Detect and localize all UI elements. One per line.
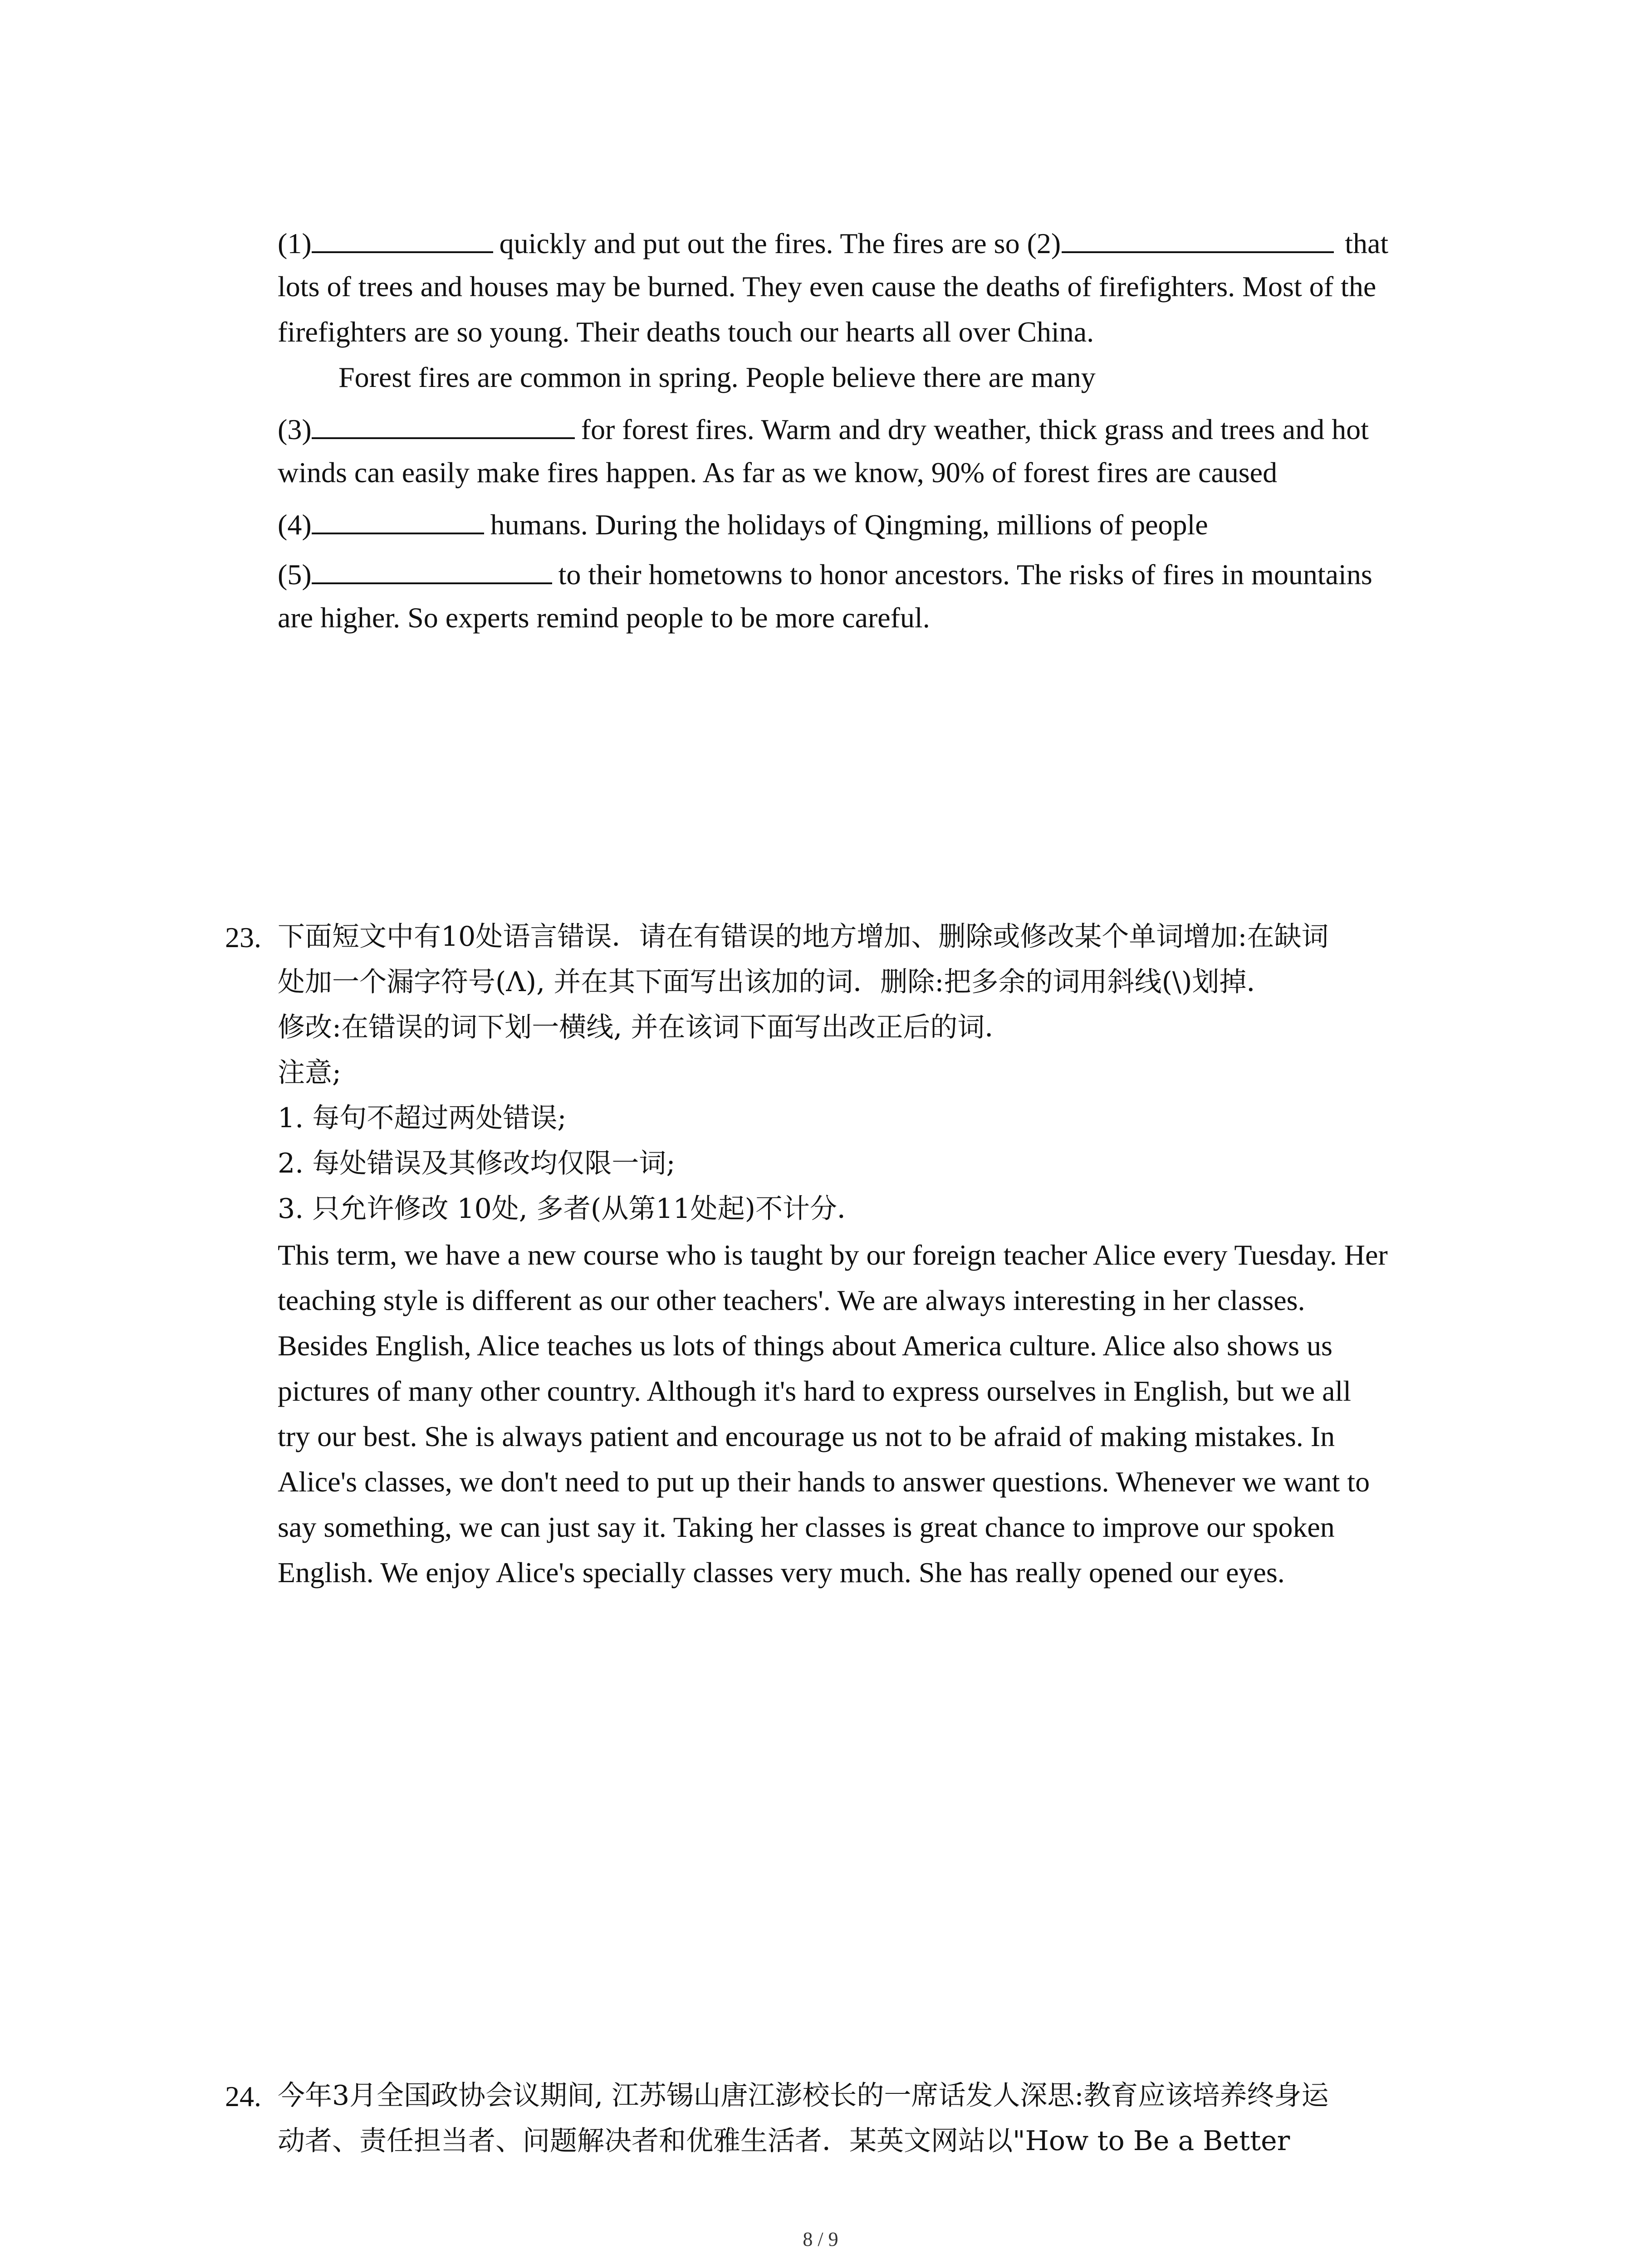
passage-line-7: (4) humans. During the holidays of Qingming, millions of people [278,508,1208,541]
q23-passage-line-8: English. We enjoy Alice's specially classes very much. She has really opened our eyes. [278,1556,1285,1589]
q23-note: 注意; [278,1057,342,1089]
q23-passage-line-3: Besides English, Alice teaches us lots of things about America culture. Alice also shows us [278,1330,1332,1362]
answer-blank-4[interactable] [312,508,484,534]
q24-line-1: 今年3月全国政协会议期间, 江苏锡山唐江澎校长的一席话发人深思:教育应该培养终身运 [278,2080,1329,2112]
q23-rule-1: 1. 每句不超过两处错误; [278,1102,567,1134]
answer-blank-2[interactable] [1062,227,1334,253]
passage-line-1: (1) quickly and put out the fires. The fires are so (2) that [278,227,1389,259]
passage-line-3: firefighters are so young. Their deaths touch our hearts all over China. [278,316,1094,348]
q23-passage-line-4: pictures of many other country. Although it's hard to express ourselves in English, but we all [278,1375,1352,1407]
answer-blank-3[interactable] [312,413,575,439]
blank-label-5: (5) [278,558,312,591]
passage-line-5: (3) for forest fires. Warm and dry weather, thick grass and trees and hot [278,413,1369,445]
passage-line-9: are higher. So experts remind people to be more careful. [278,601,930,634]
q23-rule-2: 2. 每处错误及其修改均仅限一词; [278,1148,676,1179]
q23-passage-line-7: say something, we can just say it. Taking her classes is great chance to improve our spoken [278,1511,1335,1543]
q23-instruction-1: 下面短文中有10处语言错误．请在有错误的地方增加、删除或修改某个单词增加:在缺词 [278,921,1329,953]
q23-passage-line-5: try our best. She is always patient and encourage us not to be afraid of making mistakes. In [278,1420,1335,1452]
q23-passage-line-2: teaching style is different as our other teachers'. We are always interesting in her classes. [278,1284,1305,1316]
passage-line-8: (5) to their hometowns to honor ancestors. The risks of fires in mountains [278,558,1372,591]
q23-passage-line-1: This term, we have a new course who is taught by our foreign teacher Alice every Tuesday. Her [278,1239,1388,1271]
question-24-number: 24. [225,2080,261,2112]
answer-blank-1[interactable] [312,227,493,253]
q24-line-2: 动者、责任担当者、问题解决者和优雅生活者．某英文网站以"How to Be a Better [278,2125,1290,2157]
page-number: 8 / 9 [803,2228,838,2250]
q23-passage-line-6: Alice's classes, we don't need to put up their hands to answer questions. Whenever we want to [278,1466,1370,1498]
blank-label-3: (3) [278,413,312,445]
q23-instruction-2: 处加一个漏字符号(Λ), 并在其下面写出该加的词．删除:把多余的词用斜线(\)划掉． [278,966,1274,998]
blank-label-1: (1) [278,227,312,259]
passage-line-4: Forest fires are common in spring. People believe there are many [338,361,1096,393]
passage-line-2: lots of trees and houses may be burned. They even cause the deaths of firefighters. Most of the [278,270,1376,303]
answer-blank-5[interactable] [312,558,552,584]
passage-line-6: winds can easily make fires happen. As far as we know, 90% of forest fires are caused [278,456,1278,489]
q23-rule-3: 3. 只允许修改 10处, 多者(从第11处起)不计分． [278,1193,865,1225]
blank-label-4: (4) [278,508,312,541]
q23-instruction-3: 修改:在错误的词下划一横线, 并在该词下面写出改正后的词． [278,1012,1012,1043]
question-23-number: 23. [225,921,261,953]
